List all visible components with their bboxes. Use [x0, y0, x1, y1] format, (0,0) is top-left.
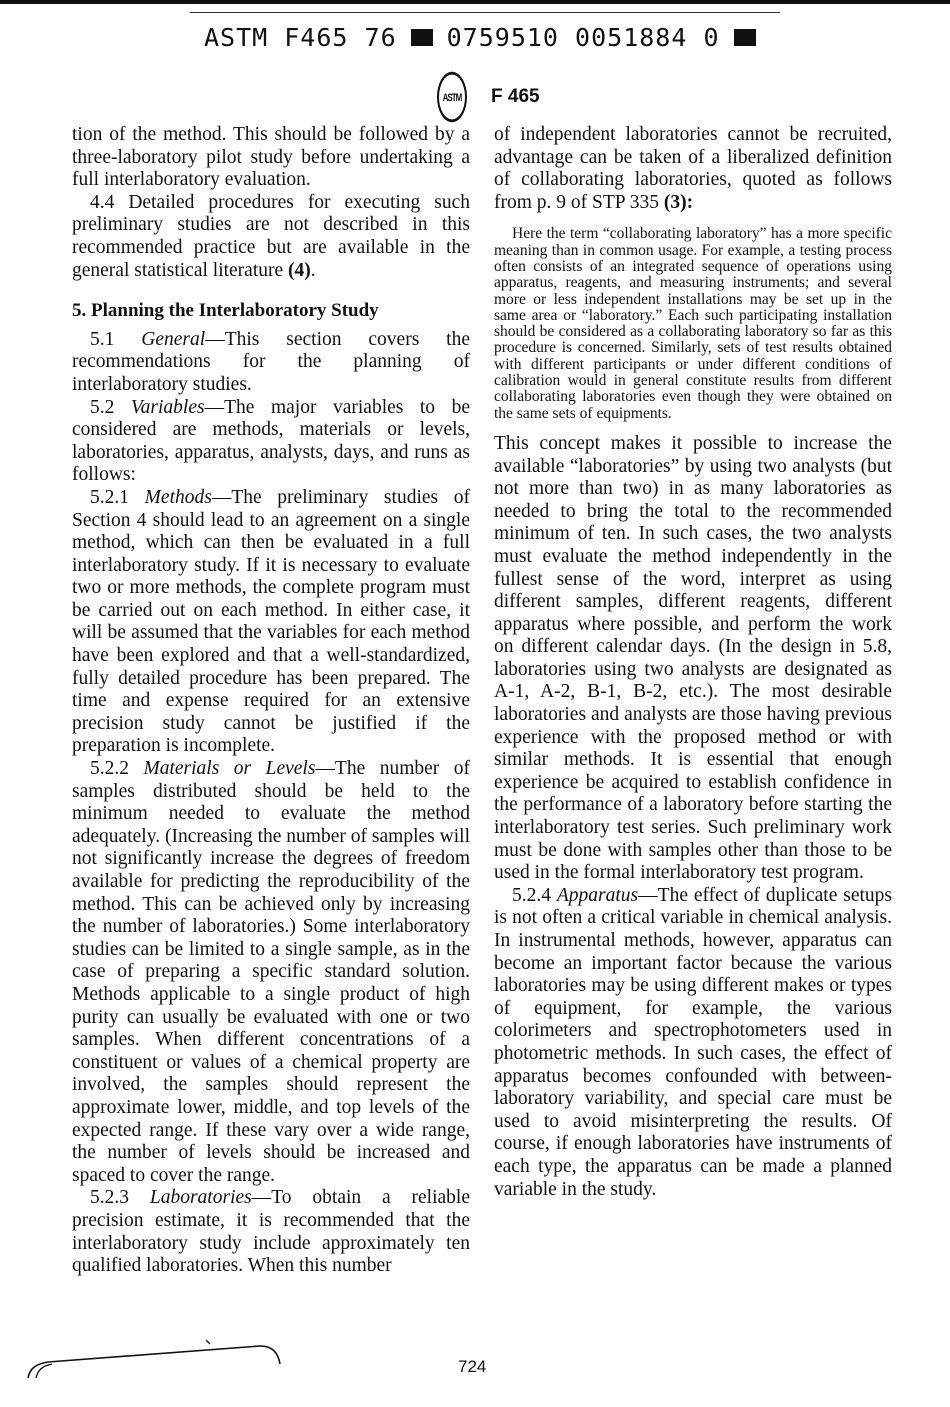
left-column: [72, 124, 470, 1278]
clause-5-2-1: [72, 487, 470, 758]
header-rule: [190, 12, 780, 13]
clause-text: —The effect of duplicate setups is not often a critical variable in chemical analysis. In instrumental methods, however, apparatus can become an important factor because the various laboratories may be using different makes or types of equipment, for example, the various colorimeters and spectrophotometers used in photometric methods. In such cases, the effect of apparatus becomes confounded with between-laboratory variability, and special care must be used to avoid misinterpreting the results. Of course, if enough laboratories have instruments of each type, the apparatus can be made a planned variable in the study.: [494, 884, 893, 1200]
clause-number: 5.2: [90, 396, 131, 418]
clause-text: —This section covers the recommendations for the planning of interlaboratory studies.: [72, 328, 470, 395]
paragraph-text: of independent laboratories cannot be recruited, advantage can be taken of a liberalized definition of collaborating laboratories, quoted as follows from p. 9 of STP 335: [494, 124, 892, 213]
clause-number: 5.2.4: [512, 884, 557, 906]
clause-title: Materials or Levels: [143, 758, 316, 780]
clause-title: General: [141, 328, 206, 350]
clause-text: —To obtain a reliable precision estimate, it is recommended that the interlaboratory study include approximately ten qualified laboratories. When this number: [72, 1187, 470, 1277]
right-column: [494, 124, 892, 1201]
clause-number: 5.1: [90, 328, 142, 350]
astm-logo-text: ASTM: [442, 90, 462, 104]
page-number: 724: [458, 1357, 487, 1376]
clause-5-2-4: [494, 885, 892, 1201]
clause-text: —The major variables to be considered are methods, materials or levels, laboratories, apparatus, analysts, days, and runs as follows:: [72, 396, 470, 486]
clause-end: .: [310, 259, 316, 281]
scan-code-part-2: 0759510 0051884 0: [446, 22, 720, 52]
clause-title: Methods: [144, 486, 212, 508]
paragraph-concept: This concept makes it possible to increase the available “laboratories” by using two analysts (but not more than two) in as many laboratories as needed to bring the total to the recommended minimum of ten. In such cases, the two analysts must evaluate the method independently in the fullest sense of the word, interpret as using different samples, different reagents, different apparatus where possible, and perform the work on different calendar days. (In the design in 5.8, laboratories using two analysts are designated as A-1, A-2, B-1, B-2, etc.). The most desirable laboratories and analysts are those having previous experience with the proposed method or with similar methods. It is essential that enough experience be acquired to establish confidence in the performance of a laboratory before starting the interlaboratory test series. Such preliminary work must be done with samples other than those to be used in the formal interlaboratory test program.: [494, 432, 892, 884]
paragraph-4-4: [72, 192, 470, 282]
clause-title: Apparatus: [556, 884, 639, 906]
clause-number: 4.4: [90, 191, 115, 213]
clause-text: Detailed procedures for executing such preliminary studies are not described in this recommended practice but are available in the general statistical literature: [72, 191, 470, 281]
clause-title: Laboratories: [149, 1187, 252, 1209]
clause-number: 5.2.2: [90, 758, 144, 780]
clause-5-2: [72, 397, 470, 487]
clause-text: —The number of samples distributed should be held to the minimum needed to evaluate the method adequately. (Increasing the number of samples will not significantly increase the degrees of freedom available for predicting the reproducibility of the method. This can be achieved only by increasing the number of laboratories.) Some interlaboratory studies can be limited to a single sample, as in the case of preparing a specific standard solution. Methods applicable to a single product of high purity can usually be evaluated with one or two samples. When different concentrations of a constituent or values of a chemical property are involved, the samples should represent the approximate lower, middle, and top levels of the expected range. If these vary over a wide range, the number of levels should be increased and spaced to cover the range.: [72, 758, 470, 1186]
section-heading: 5. Planning the Interlaboratory Study: [72, 300, 379, 322]
black-block-marker: [411, 29, 433, 46]
scan-top-border: [0, 0, 950, 4]
clause-5-2-2: [72, 758, 470, 1187]
paragraph-continuation: tion of the method. This should be followed by a three-laboratory pilot study before undertaking a full interlaboratory evaluation.: [72, 124, 470, 191]
astm-logo-icon: [437, 72, 467, 122]
scan-code-part-1: ASTM F465 76: [204, 22, 397, 52]
clause-number: 5.2.3: [90, 1187, 150, 1209]
reference-citation: (4): [288, 259, 311, 281]
handwritten-mark-icon: [20, 1340, 290, 1380]
clause-5-2-3: [72, 1187, 470, 1277]
reference-citation: (3):: [663, 191, 694, 213]
black-block-marker: [734, 29, 756, 46]
clause-number: 5.2.1: [90, 486, 145, 508]
scan-code-header: [204, 22, 756, 52]
block-quote: Here the term “collaborating laboratory” has a more specific meaning than in common usage. For example, a testing process often consists of an integrated sequence of operations using apparatus, reagents, and measuring instruments; and several more or less independent installations may be set up in the same area or “laboratory.” Each such participating installation should be considered as a collaborating laboratory so far as this procedure is concerned. Similarly, sets of test results obtained with different participants or under different conditions of calibration would in general constitute results from different collaborating laboratories even though they were obtained on the same sets of equipments.: [494, 225, 892, 422]
clause-text: —The preliminary studies of Section 4 should lead to an agreement on a single method, which can then be evaluated in a full interlaboratory study. If it is necessary to evaluate two or more methods, the complete program must be carried out on each method. In either case, it will be assumed that the variables for each method have been explored and that a well-standardized, fully detailed procedure has been prepared. The time and expense required for an extensive precision study cannot be justified if the preparation is incomplete.: [72, 486, 471, 757]
paragraph-continuation: [494, 124, 892, 214]
standard-designation: F 465: [491, 86, 540, 107]
clause-title: Variables: [130, 396, 205, 418]
document-header: [437, 79, 540, 115]
clause-5-1: [72, 329, 470, 397]
